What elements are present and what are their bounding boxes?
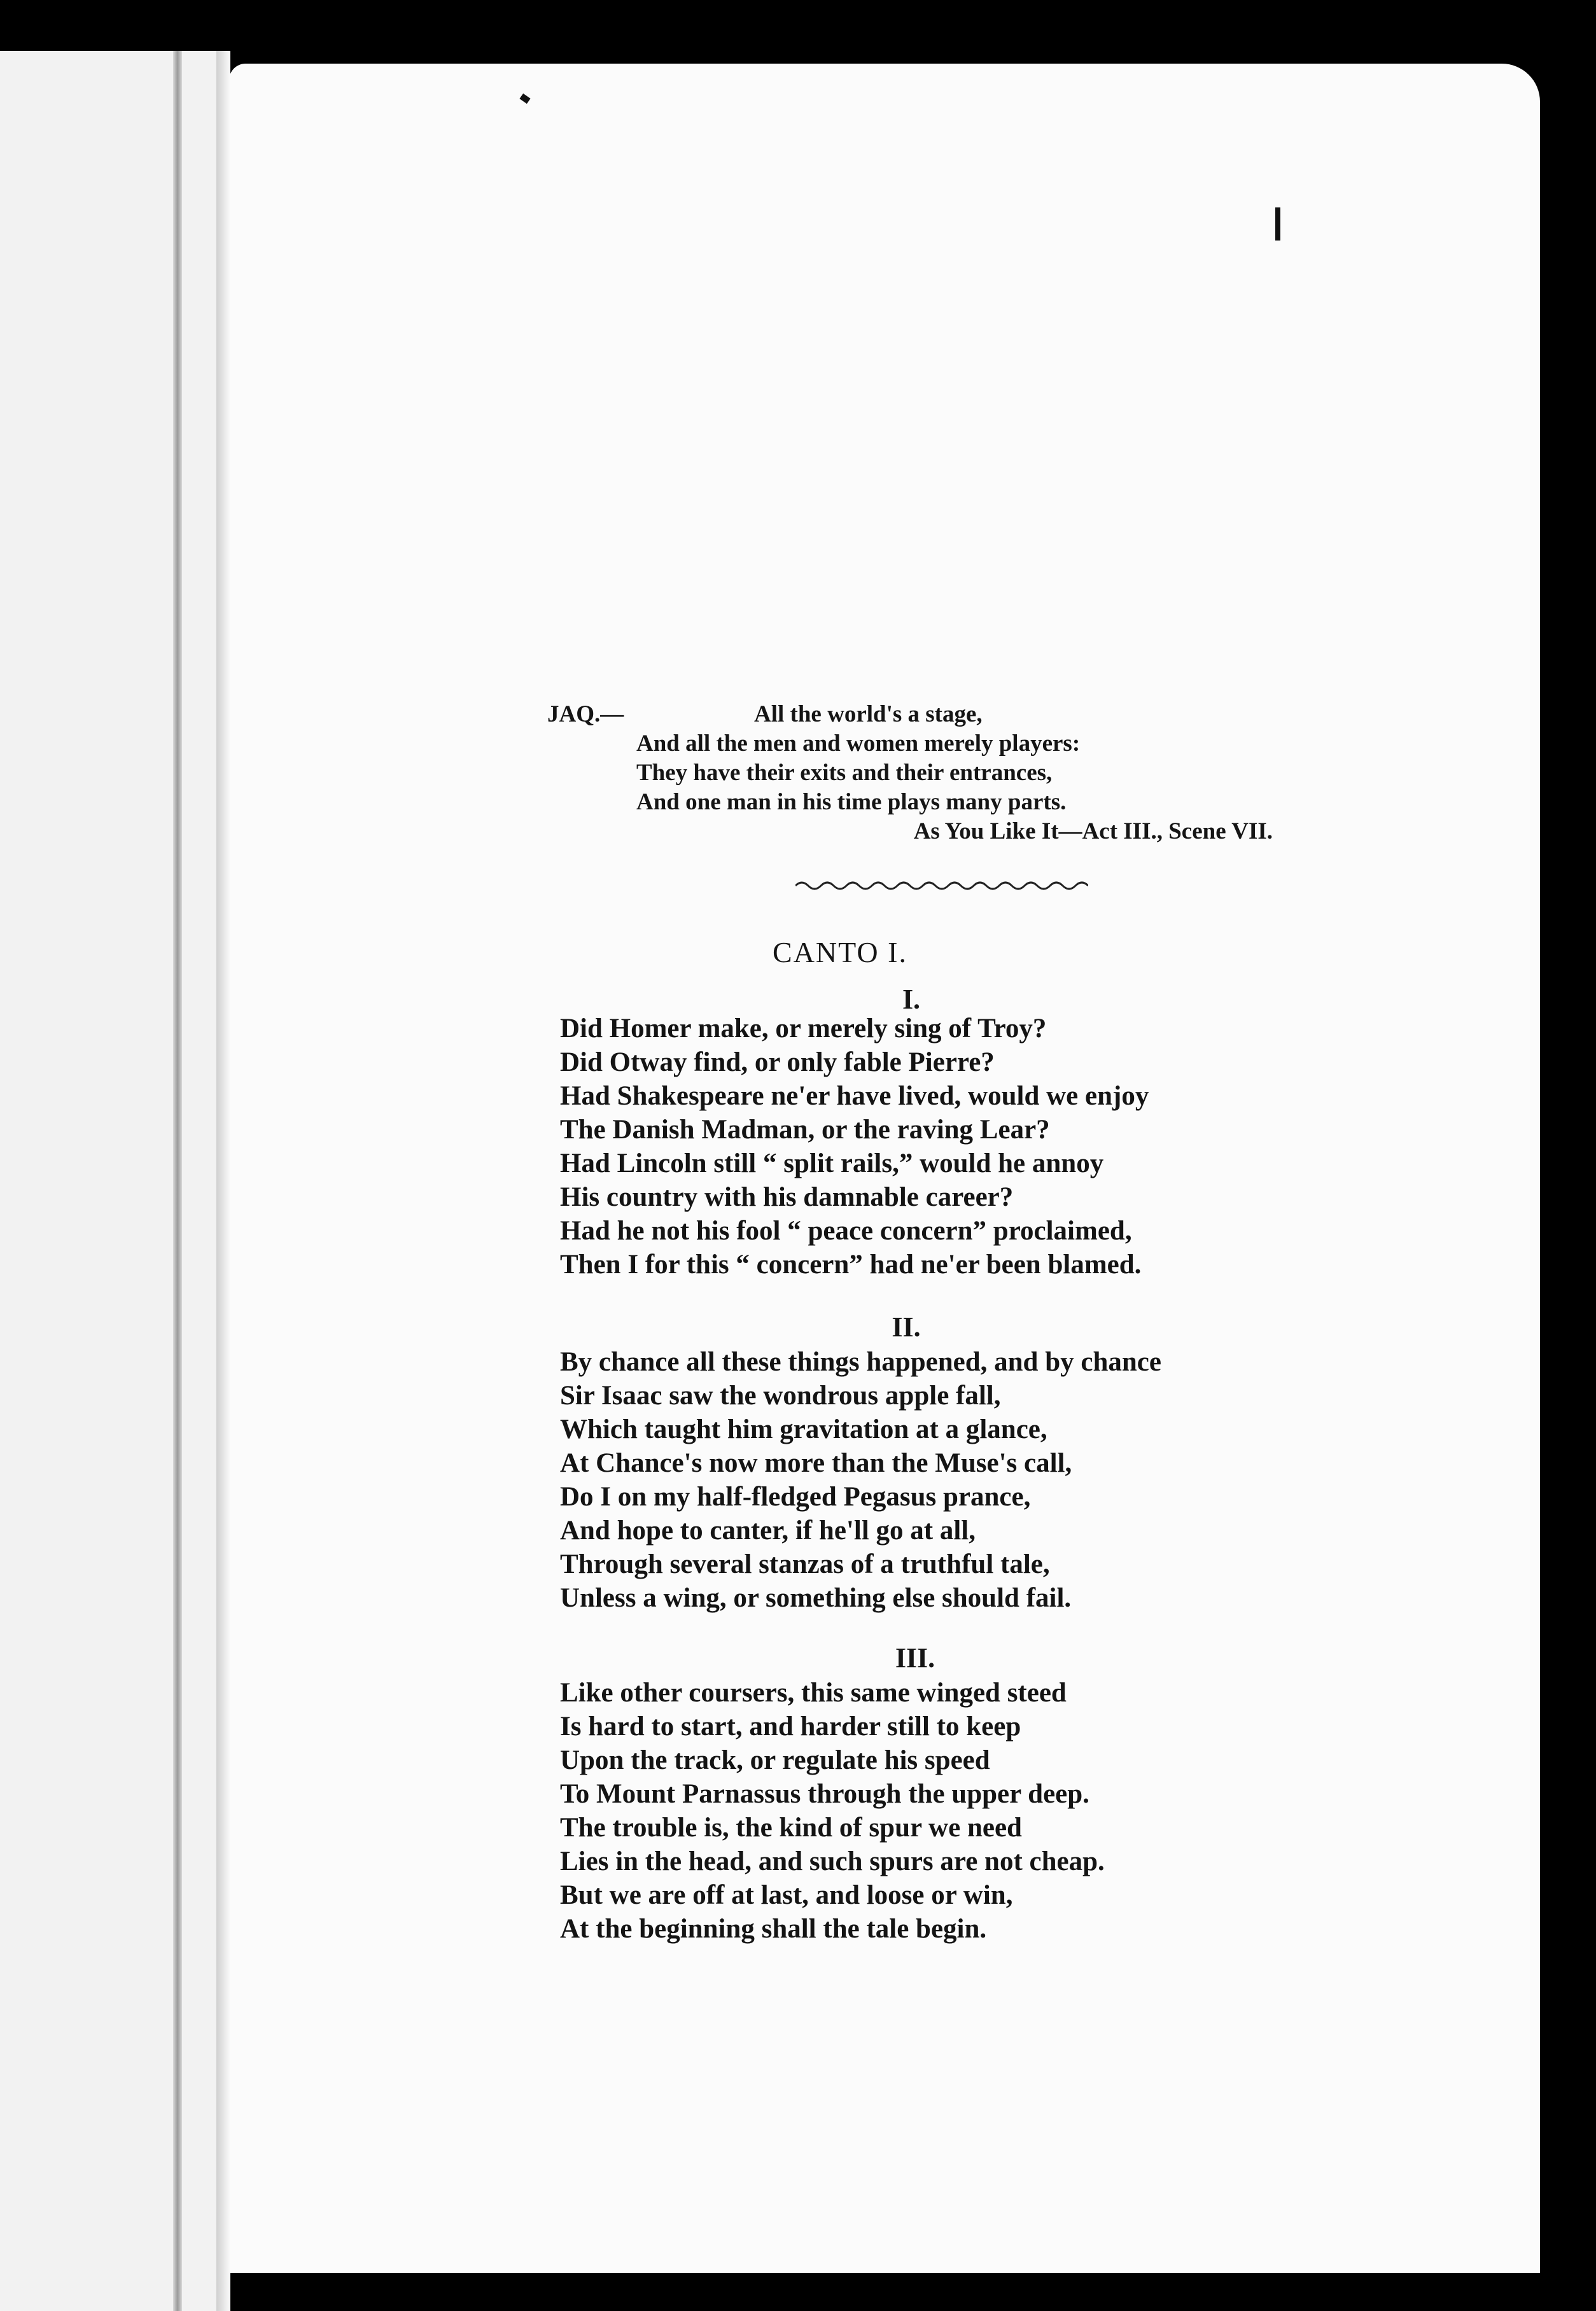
epigraph: [547, 700, 1285, 846]
verse-line: Unless a wing, or something else should fail.: [560, 1583, 1072, 1613]
stanza-number: III.: [895, 1642, 935, 1673]
verse-line: Do I on my half-fledged Pegasus prance,: [560, 1482, 1031, 1512]
verse-line: Then I for this “ concern” had ne'er been blamed.: [560, 1250, 1142, 1280]
verse-line: The trouble is, the kind of spur we need: [560, 1813, 1022, 1843]
verse-line: Did Homer make, or merely sing of Troy?: [560, 1014, 1047, 1044]
decorative-wavy-rule: [795, 878, 1088, 893]
verse-line: At Chance's now more than the Muse's call,: [560, 1448, 1072, 1478]
verse-line: Upon the track, or regulate his speed: [560, 1745, 990, 1775]
verse-line: Lies in the head, and such spurs are not cheap.: [560, 1847, 1105, 1876]
verse-line: To Mount Parnassus through the upper deep.: [560, 1779, 1089, 1809]
epigraph-line: All the world's a stage,: [754, 701, 983, 727]
ink-speck: [1275, 207, 1280, 241]
verse-line: And hope to canter, if he'll go at all,: [560, 1516, 976, 1546]
verse-line: Had Shakespeare ne'er have lived, would we enjoy: [560, 1081, 1149, 1111]
epigraph-speaker: JAQ.—: [547, 701, 624, 727]
verse-line: Is hard to start, and harder still to keep: [560, 1712, 1021, 1742]
page-fold-shadow: [216, 51, 230, 2311]
scan-binding-rule: [173, 51, 182, 2311]
verse-line: Had Lincoln still “ split rails,” would he annoy: [560, 1149, 1104, 1178]
stanza: [560, 1012, 1285, 1281]
verse-line: Did Otway find, or only fable Pierre?: [560, 1047, 995, 1077]
stanza-number: II.: [892, 1311, 921, 1343]
epigraph-line: And all the men and women merely players:: [636, 730, 1081, 757]
verse-line: Like other coursers, this same winged steed: [560, 1678, 1067, 1708]
stanza: [560, 1676, 1285, 1946]
verse-line: The Danish Madman, or the raving Lear?: [560, 1115, 1050, 1145]
verse-line: But we are off at last, and loose or win,: [560, 1880, 1013, 1910]
epigraph-line: They have their exits and their entrances,: [636, 760, 1053, 786]
epigraph-line: And one man in his time plays many parts.: [636, 789, 1067, 815]
verse-line: Had he not his fool “ peace concern” proclaimed,: [560, 1216, 1132, 1246]
verse-line: Sir Isaac saw the wondrous apple fall,: [560, 1381, 1001, 1411]
verse-line: By chance all these things happened, and by chance: [560, 1347, 1161, 1377]
stanza: [560, 1345, 1285, 1615]
verse-line: Through several stanzas of a truthful tale,: [560, 1549, 1050, 1579]
canto-title: CANTO I.: [773, 936, 907, 968]
scan-left-margin: [0, 51, 216, 2311]
epigraph-source: As You Like It—Act III., Scene VII.: [913, 818, 1273, 844]
stanza-number: I.: [902, 984, 921, 1015]
verse-line: His country with his damnable career?: [560, 1182, 1014, 1212]
verse-line: At the beginning shall the tale begin.: [560, 1914, 987, 1944]
verse-line: Which taught him gravitation at a glance,: [560, 1414, 1047, 1444]
